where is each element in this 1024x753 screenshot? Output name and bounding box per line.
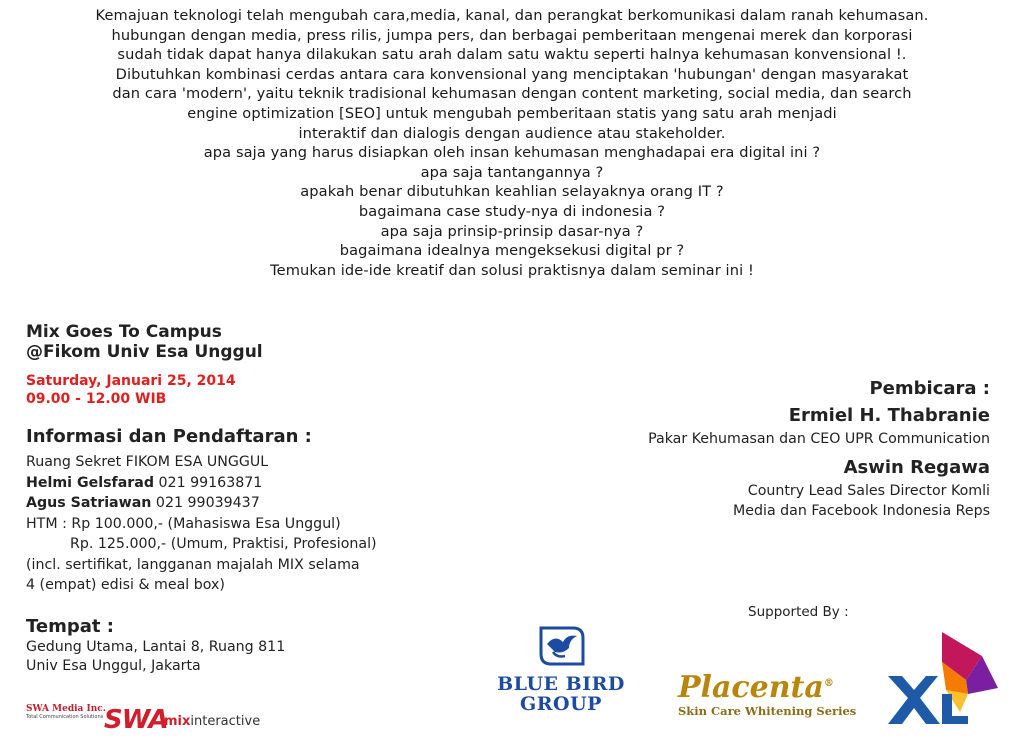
intro-line: apa saja tantangannya ?: [420, 163, 604, 181]
speaker-2-role-line-2: Media dan Facebook Indonesia Reps: [733, 503, 990, 519]
contact-2-name: Agus Satriawan: [26, 495, 152, 511]
venue-line-1: Gedung Utama, Lantai 8, Ruang 811: [26, 639, 286, 655]
placenta-tagline: Skin Care Whitening Series: [678, 704, 857, 718]
registration-room: Ruang Sekret FIKOM ESA UNGGUL: [26, 454, 269, 470]
contact-1-phone: 021 99163871: [154, 474, 263, 491]
bluebird-group: GROUP: [520, 693, 602, 715]
placenta-registered: ®: [823, 678, 834, 689]
mix-wordmark: mix: [164, 714, 191, 729]
speakers-block: [648, 375, 990, 521]
speaker-1-name: Ermiel H. Thabranie: [788, 405, 990, 426]
contact-2: [26, 493, 377, 514]
intro-line: bagaimana case study-nya di indonesia ?: [358, 202, 666, 220]
intro-line: apa saja yang harus disiapkan oleh insan kehumasan menghadapai era digital ini ?: [203, 144, 821, 162]
contact-1-name: Helmi Gelsfarad: [26, 474, 154, 491]
interactive-wordmark: interactive: [190, 714, 261, 729]
event-title-block: [26, 322, 263, 362]
xl-letter-x: [888, 676, 940, 724]
speakers-heading: Pembicara :: [869, 378, 990, 399]
intro-line: dan cara 'modern', yaitu teknik tradisional kehumasan dengan content marketing, social media, dan search: [112, 85, 912, 103]
includes-line-1: (incl. sertifikat, langganan majalah MIX selama: [26, 556, 360, 573]
placenta-name: [678, 668, 858, 704]
event-title: Mix Goes To Campus: [26, 322, 222, 342]
placenta-logo: [678, 668, 858, 718]
bluebird-bird-icon: [533, 622, 589, 670]
swa-media-name: SWA Media Inc.: [26, 704, 106, 714]
intro-line: hubungan dengan media, press rilis, jumpa pers, dan berbagai pemberitaan mengenai merek dan korporasi: [111, 26, 913, 44]
mix-interactive-logo: [164, 714, 260, 729]
intro-line: bagaimana idealnya mengeksekusi digital pr ?: [339, 242, 685, 260]
event-date: Saturday, Januari 25, 2014: [26, 373, 236, 389]
event-datetime: [26, 372, 236, 408]
intro-line: engine optimization [SEO] untuk mengubah pemberitaan statis yang satu arah menjadi: [187, 104, 837, 122]
intro-line: sudah tidak dapat hanya dilakukan satu arah dalam satu waktu seperti halnya kehumasan konvensional !.: [117, 46, 907, 64]
intro-line: Dibutuhkan kombinasi cerdas antara cara konvensional yang menciptakan 'hubungan' dengan masyarakat: [115, 65, 909, 83]
speaker-1-role: Pakar Kehumasan dan CEO UPR Communication: [648, 431, 990, 447]
speaker-2-role-line-1: Country Lead Sales Director Komli: [747, 483, 990, 499]
htm-general: Rp. 125.000,- (Umum, Praktisi, Profesional): [70, 536, 377, 552]
supported-by-label: Supported By :: [748, 604, 849, 620]
intro-line: Temukan ide-ide kreatif dan solusi praktisnya dalam seminar ini !: [270, 261, 754, 279]
intro-line: interaktif dan dialogis dengan audience atau stakeholder.: [298, 124, 726, 142]
bluebird-name: BLUE BIRD: [497, 673, 625, 695]
venue-heading: Tempat :: [26, 616, 114, 637]
swa-media-logo: [26, 704, 106, 720]
venue-block: [26, 616, 285, 676]
event-time: 09.00 - 12.00 WIB: [26, 391, 167, 407]
speaker-2-name: Aswin Regawa: [843, 457, 990, 478]
event-venue-title: @Fikom Univ Esa Unggul: [26, 342, 263, 362]
includes-line-2: 4 (empat) edisi & meal box): [26, 577, 225, 593]
organizer-logos: [26, 700, 266, 740]
intro-text: [20, 6, 1004, 280]
contact-1: [26, 473, 377, 494]
bluebird-logo: [496, 622, 626, 714]
placenta-wordmark: Placenta: [678, 670, 824, 705]
venue-line-2: Univ Esa Unggul, Jakarta: [26, 658, 201, 674]
swa-media-tagline: Total Communication Solutions: [26, 714, 104, 720]
htm-student: HTM : Rp 100.000,- (Mahasiswa Esa Unggul): [26, 515, 341, 532]
intro-line: Kemajuan teknologi telah mengubah cara,media, kanal, dan perangkat berkomunikasi dalam ranah kehumasan.: [95, 7, 929, 24]
registration-heading: Informasi dan Pendaftaran :: [26, 426, 312, 447]
contact-2-phone: 021 99039437: [151, 495, 260, 511]
swa-logo: SWA: [104, 705, 168, 735]
intro-line: apa saja prinsip-prinsip dasar-nya ?: [380, 222, 644, 240]
xl-logo: [882, 632, 998, 726]
registration-info: [26, 426, 377, 596]
intro-line: apakah benar dibutuhkan keahlian selayaknya orang IT ?: [300, 183, 724, 201]
